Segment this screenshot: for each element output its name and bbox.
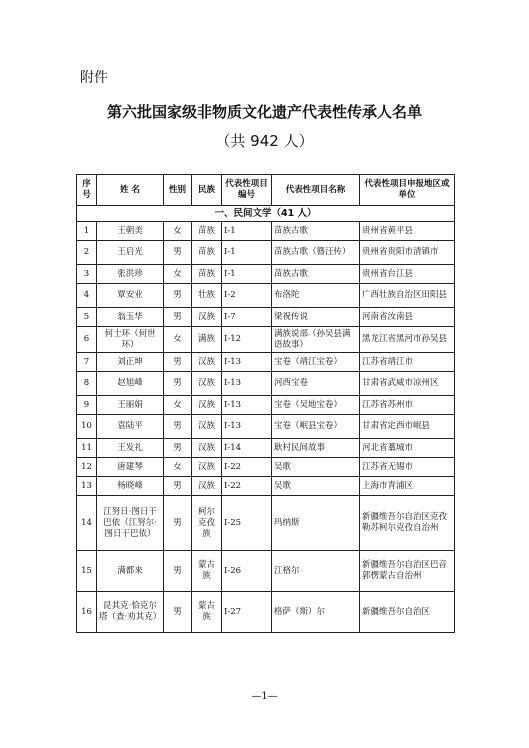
cell-region: 贵州省台江县 [360, 265, 455, 284]
cell-region: 河南省汝南县 [360, 308, 455, 327]
cell-code: Ⅰ-1 [222, 241, 272, 265]
cell-region: 新疆维吾尔自治区巴音郭楞蒙古自治州 [360, 551, 455, 592]
cell-region: 新疆维吾尔自治区 [360, 592, 455, 633]
cell-gender: 女 [164, 222, 192, 241]
table-row [77, 372, 455, 396]
page-number: —1— [251, 691, 278, 702]
cell-gender: 男 [164, 372, 192, 396]
page-title: 第六批国家级非物质文化遗产代表性传承人名单 [106, 103, 422, 121]
cell-no: 6 [77, 327, 97, 353]
cell-region: 广西壮族自治区田阳县 [360, 284, 455, 308]
cell-gender: 男 [164, 477, 192, 496]
table-row [77, 551, 455, 592]
cell-name: 王发礼 [97, 439, 164, 458]
table-row [77, 477, 455, 496]
cell-no: 10 [77, 415, 97, 439]
header-region: 代表性项目申报地区或单位 [360, 175, 455, 206]
cell-code: Ⅰ-1 [222, 222, 272, 241]
attachment-label: 附件 [80, 70, 108, 86]
cell-project: 河西宝卷 [272, 372, 360, 396]
cell-gender: 男 [164, 551, 192, 592]
cell-project: 吴歌 [272, 477, 360, 496]
table-row [77, 284, 455, 308]
inheritor-table [76, 174, 455, 633]
table-row [77, 439, 455, 458]
header-ethnicity: 民族 [192, 175, 222, 206]
cell-code: Ⅰ-26 [222, 551, 272, 592]
cell-name: 满都来 [97, 551, 164, 592]
cell-ethnicity: 蒙古族 [192, 592, 222, 633]
cell-gender: 男 [164, 439, 192, 458]
cell-region: 甘肃省武威市凉州区 [360, 372, 455, 396]
cell-project: 吴歌 [272, 458, 360, 477]
cell-name: 唐建琴 [97, 458, 164, 477]
cell-name: 王朝美 [97, 222, 164, 241]
cell-name: 袁陆平 [97, 415, 164, 439]
cell-ethnicity: 蒙古族 [192, 551, 222, 592]
cell-ethnicity: 汉族 [192, 353, 222, 372]
cell-no: 7 [77, 353, 97, 372]
cell-code: Ⅰ-22 [222, 477, 272, 496]
cell-region: 贵州省黄平县 [360, 222, 455, 241]
cell-gender: 女 [164, 396, 192, 415]
cell-no: 8 [77, 372, 97, 396]
table-row [77, 415, 455, 439]
cell-name: 王启光 [97, 241, 164, 265]
cell-gender: 女 [164, 265, 192, 284]
cell-ethnicity: 柯尔克孜族 [192, 496, 222, 551]
cell-name: 何士环（何世环） [97, 327, 164, 353]
cell-no: 3 [77, 265, 97, 284]
cell-code: Ⅰ-25 [222, 496, 272, 551]
cell-ethnicity: 汉族 [192, 396, 222, 415]
header-no: 序号 [77, 175, 97, 206]
header-code: 代表性项目编号 [222, 175, 272, 206]
cell-no: 15 [77, 551, 97, 592]
cell-gender: 男 [164, 353, 192, 372]
table-header-row [77, 175, 455, 206]
cell-ethnicity: 汉族 [192, 458, 222, 477]
cell-code: Ⅰ-27 [222, 592, 272, 633]
section-title: 一、民间文学（41 人） [77, 206, 455, 222]
table-row [77, 241, 455, 265]
table-row [77, 496, 455, 551]
cell-ethnicity: 汉族 [192, 439, 222, 458]
cell-project: 梁祝传说 [272, 308, 360, 327]
cell-gender: 男 [164, 496, 192, 551]
cell-project: 江格尔 [272, 551, 360, 592]
cell-name: 王丽娟 [97, 396, 164, 415]
cell-no: 11 [77, 439, 97, 458]
cell-gender: 男 [164, 592, 192, 633]
cell-ethnicity: 汉族 [192, 415, 222, 439]
cell-name: 覃安业 [97, 284, 164, 308]
section-row [77, 206, 455, 222]
table-row [77, 353, 455, 372]
cell-name: 昆其克·恰克尔塔（查·劝其克） [97, 592, 164, 633]
cell-code: Ⅰ-12 [222, 327, 272, 353]
cell-gender: 男 [164, 415, 192, 439]
cell-no: 5 [77, 308, 97, 327]
table-row [77, 308, 455, 327]
table-row [77, 222, 455, 241]
cell-no: 12 [77, 458, 97, 477]
cell-project: 玛纳斯 [272, 496, 360, 551]
cell-gender: 男 [164, 241, 192, 265]
cell-no: 1 [77, 222, 97, 241]
cell-ethnicity: 汉族 [192, 477, 222, 496]
cell-project: 耿村民间故事 [272, 439, 360, 458]
cell-name: 翁玉华 [97, 308, 164, 327]
cell-code: Ⅰ-1 [222, 265, 272, 284]
cell-region: 江苏省苏州市 [360, 396, 455, 415]
cell-ethnicity: 满族 [192, 327, 222, 353]
cell-project: 苗族古歌 [272, 265, 360, 284]
cell-project: 格萨（斯）尔 [272, 592, 360, 633]
cell-gender: 女 [164, 458, 192, 477]
cell-gender: 男 [164, 308, 192, 327]
header-gender: 性别 [164, 175, 192, 206]
cell-code: Ⅰ-2 [222, 284, 272, 308]
cell-region: 江苏省靖江市 [360, 353, 455, 372]
cell-ethnicity: 汉族 [192, 372, 222, 396]
cell-region: 江苏省无锡市 [360, 458, 455, 477]
cell-project: 宝卷（岷县宝卷） [272, 415, 360, 439]
cell-region: 黑龙江省黑河市孙吴县 [360, 327, 455, 353]
cell-code: Ⅰ-13 [222, 396, 272, 415]
cell-no: 2 [77, 241, 97, 265]
cell-code: Ⅰ-22 [222, 458, 272, 477]
cell-gender: 男 [164, 284, 192, 308]
cell-project: 布洛陀 [272, 284, 360, 308]
cell-ethnicity: 苗族 [192, 265, 222, 284]
cell-code: Ⅰ-7 [222, 308, 272, 327]
cell-project: 宝卷（靖江宝卷） [272, 353, 360, 372]
cell-code: Ⅰ-13 [222, 353, 272, 372]
cell-region: 新疆维吾尔自治区克孜勒苏柯尔克孜自治州 [360, 496, 455, 551]
table-row [77, 265, 455, 284]
cell-ethnicity: 苗族 [192, 241, 222, 265]
cell-name: 赵旭峰 [97, 372, 164, 396]
table-row [77, 396, 455, 415]
cell-ethnicity: 汉族 [192, 308, 222, 327]
page-subtitle: （共 942 人） [215, 132, 314, 150]
cell-no: 14 [77, 496, 97, 551]
cell-name: 杨晓峰 [97, 477, 164, 496]
cell-project: 满族说部（孙吴县满语故事） [272, 327, 360, 353]
cell-gender: 女 [164, 327, 192, 353]
cell-no: 13 [77, 477, 97, 496]
header-project: 代表性项目名称 [272, 175, 360, 206]
cell-name: 刘正坤 [97, 353, 164, 372]
cell-code: Ⅰ-13 [222, 415, 272, 439]
cell-project: 苗族古歌（簪汪传） [272, 241, 360, 265]
cell-name: 江努日·图日干巴依（江努尔·图日干巴依） [97, 496, 164, 551]
cell-ethnicity: 苗族 [192, 222, 222, 241]
cell-name: 张洪珍 [97, 265, 164, 284]
cell-project: 苗族古歌 [272, 222, 360, 241]
cell-code: Ⅰ-13 [222, 372, 272, 396]
cell-region: 甘肃省定西市岷县 [360, 415, 455, 439]
header-name: 姓 名 [97, 175, 164, 206]
cell-code: Ⅰ-14 [222, 439, 272, 458]
cell-no: 4 [77, 284, 97, 308]
cell-region: 上海市青浦区 [360, 477, 455, 496]
table-row [77, 592, 455, 633]
cell-no: 16 [77, 592, 97, 633]
cell-project: 宝卷（吴地宝卷） [272, 396, 360, 415]
cell-region: 河北省藁城市 [360, 439, 455, 458]
table-row [77, 458, 455, 477]
table-row [77, 327, 455, 353]
cell-no: 9 [77, 396, 97, 415]
cell-region: 贵州省贵阳市清镇市 [360, 241, 455, 265]
cell-ethnicity: 壮族 [192, 284, 222, 308]
